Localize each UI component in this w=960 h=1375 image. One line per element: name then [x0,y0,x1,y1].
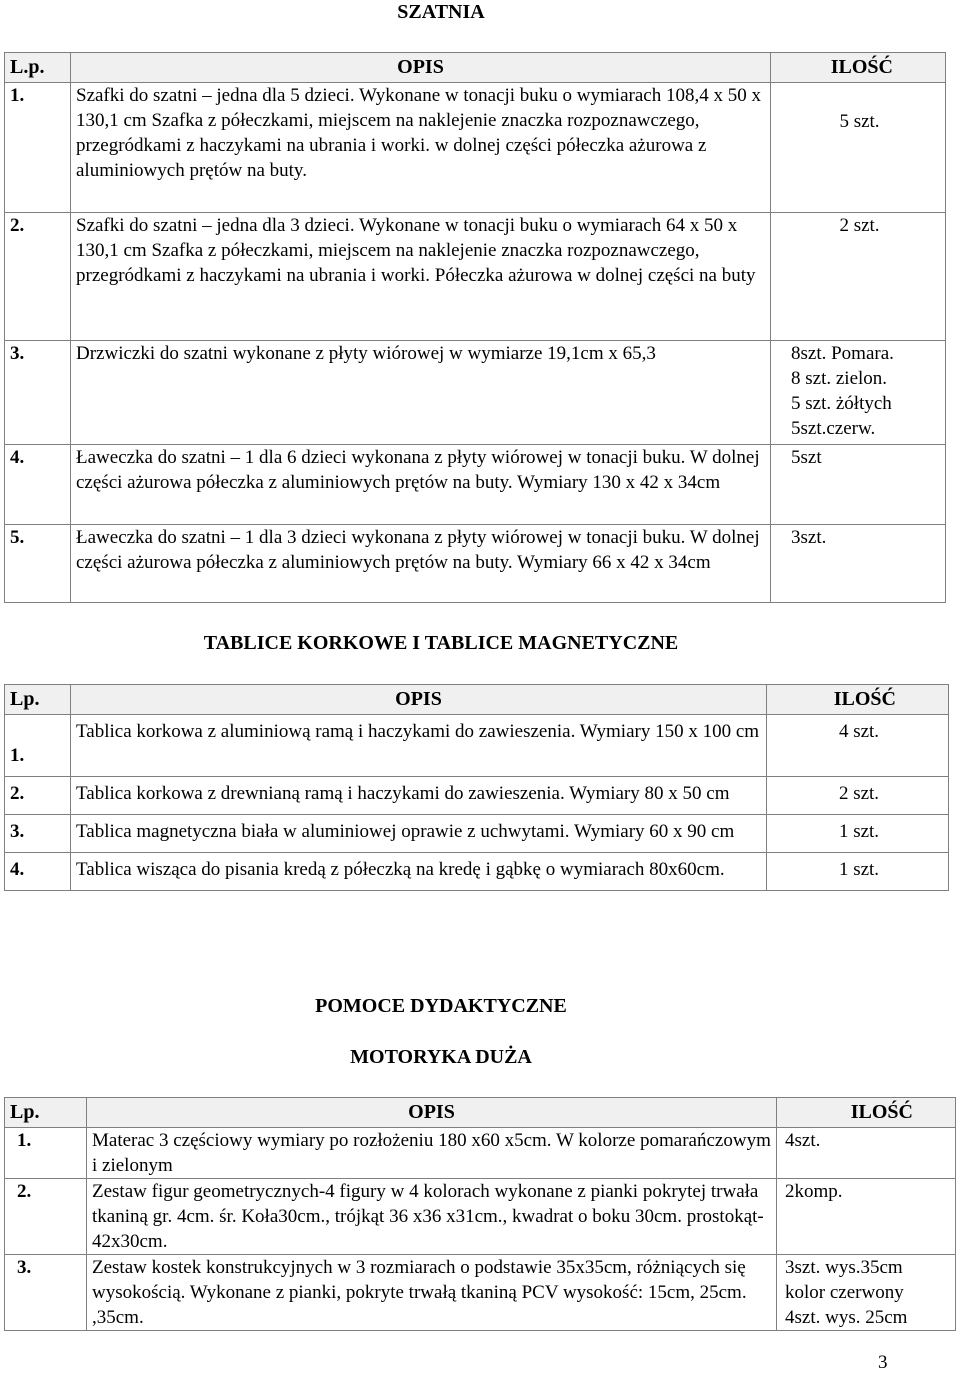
row-lp: 4. [5,853,71,891]
header-ilosc: ILOŚĆ [771,53,946,83]
row-lp: 2. [5,777,71,815]
row-ilosc: 2komp. [777,1179,956,1255]
row-opis: Tablica korkowa z aluminiową ramą i haczykami do zawieszenia. Wymiary 150 x 100 cm [71,715,767,777]
section-title-szatnia: SZATNIA [397,1,485,23]
table-row [5,1128,956,1179]
header-opis: OPIS [87,1098,777,1128]
page-number: 3 [878,1352,888,1373]
row-ilosc: 5 szt. [771,83,946,213]
table-header-row [5,685,949,715]
header-ilosc: ILOŚĆ [767,685,949,715]
section-title-pomoce: POMOCE DYDAKTYCZNE [315,995,567,1017]
table-row [5,815,949,853]
row-opis: Drzwiczki do szatni wykonane z płyty wiórowej w wymiarze 19,1cm x 65,3 [71,341,771,445]
table-row [5,213,946,341]
row-lp: 2. [5,213,71,341]
table-row [5,445,946,525]
table-row [5,715,949,777]
row-ilosc: 2 szt. [771,213,946,341]
row-opis: Szafki do szatni – jedna dla 3 dzieci. Wykonane w tonacji buku o wymiarach 64 x 50 x 130,1 cm Szafka z półeczkami, miejscem na naklejenie znaczka rozpoznawczego, przegródkami z haczykami na ubrania i worki. Półeczka ażurowa w dolnej części na buty [71,213,771,341]
motoryka-table [4,1097,956,1331]
table-header-row [5,1098,956,1128]
table-row [5,341,946,445]
table-row [5,83,946,213]
header-lp: Lp. [5,685,71,715]
table-row [5,1179,956,1255]
header-ilosc: ILOŚĆ [777,1098,956,1128]
row-opis: Szafki do szatni – jedna dla 5 dzieci. Wykonane w tonacji buku o wymiarach 108,4 x 50 x 130,1 cm Szafka z półeczkami, miejscem na naklejenie znaczka rozpoznawczego, przegródkami z haczykami na ubrania i worki. w dolnej części półeczka ażurowa z aluminiowych prętów na buty. [71,83,771,213]
row-ilosc: 3szt. [771,525,946,603]
row-ilosc: 8szt. Pomara. 8 szt. zielon. 5 szt. żółtych 5szt.czerw. [771,341,946,445]
szatnia-table [4,52,946,603]
section-title-tablice: TABLICE KORKOWE I TABLICE MAGNETYCZNE [203,632,679,654]
row-lp: 3. [5,1255,87,1331]
row-lp: 1. [5,1128,87,1179]
row-opis: Tablica wisząca do pisania kredą z półeczką na kredę i gąbkę o wymiarach 80x60cm. [71,853,767,891]
tablice-table [4,684,949,891]
row-ilosc: 4szt. [777,1128,956,1179]
table-row [5,1255,956,1331]
header-lp: Lp. [5,1098,87,1128]
row-opis: Zestaw kostek konstrukcyjnych w 3 rozmiarach o podstawie 35x35cm, różniących się wysokością. Wykonane z pianki, pokryte trwałą tkaniną PCV wysokość: 15cm, 25cm. ,35cm. [87,1255,777,1331]
table-row [5,853,949,891]
row-opis: Zestaw figur geometrycznych-4 figury w 4 kolorach wykonane z pianki pokrytej trwała tkaniną gr. 4cm. śr. Koła30cm., trójkąt 36 x36 x31cm., kwadrat o boku 30cm. prostokąt- 42x30cm. [87,1179,777,1255]
table-row [5,777,949,815]
row-opis: Tablica magnetyczna biała w aluminiowej oprawie z uchwytami. Wymiary 60 x 90 cm [71,815,767,853]
row-ilosc: 4 szt. [767,715,949,777]
section-title-motoryka: MOTORYKA DUŻA [350,1046,532,1068]
row-ilosc: 5szt [771,445,946,525]
row-lp: 2. [5,1179,87,1255]
header-opis: OPIS [71,53,771,83]
row-lp: 3. [5,815,71,853]
row-lp: 3. [5,341,71,445]
table-header-row [5,53,946,83]
row-lp: 1. [5,83,71,213]
header-opis: OPIS [71,685,767,715]
table-row [5,525,946,603]
row-opis: Tablica korkowa z drewnianą ramą i haczykami do zawieszenia. Wymiary 80 x 50 cm [71,777,767,815]
row-ilosc: 3szt. wys.35cm kolor czerwony 4szt. wys. 25cm [777,1255,956,1331]
row-lp: 4. [5,445,71,525]
row-lp: 1. [5,715,71,777]
row-opis: Materac 3 częściowy wymiary po rozłożeniu 180 x60 x5cm. W kolorze pomarańczowym i zielonym [87,1128,777,1179]
row-opis: Ławeczka do szatni – 1 dla 3 dzieci wykonana z płyty wiórowej w tonacji buku. W dolnej części ażurowa półeczka z aluminiowych prętów na buty. Wymiary 66 x 42 x 34cm [71,525,771,603]
header-lp: L.p. [5,53,71,83]
row-lp: 5. [5,525,71,603]
row-ilosc: 2 szt. [767,777,949,815]
row-ilosc: 1 szt. [767,815,949,853]
row-ilosc: 1 szt. [767,853,949,891]
row-opis: Ławeczka do szatni – 1 dla 6 dzieci wykonana z płyty wiórowej w tonacji buku. W dolnej części ażurowa półeczka z aluminiowych prętów na buty. Wymiary 130 x 42 x 34cm [71,445,771,525]
